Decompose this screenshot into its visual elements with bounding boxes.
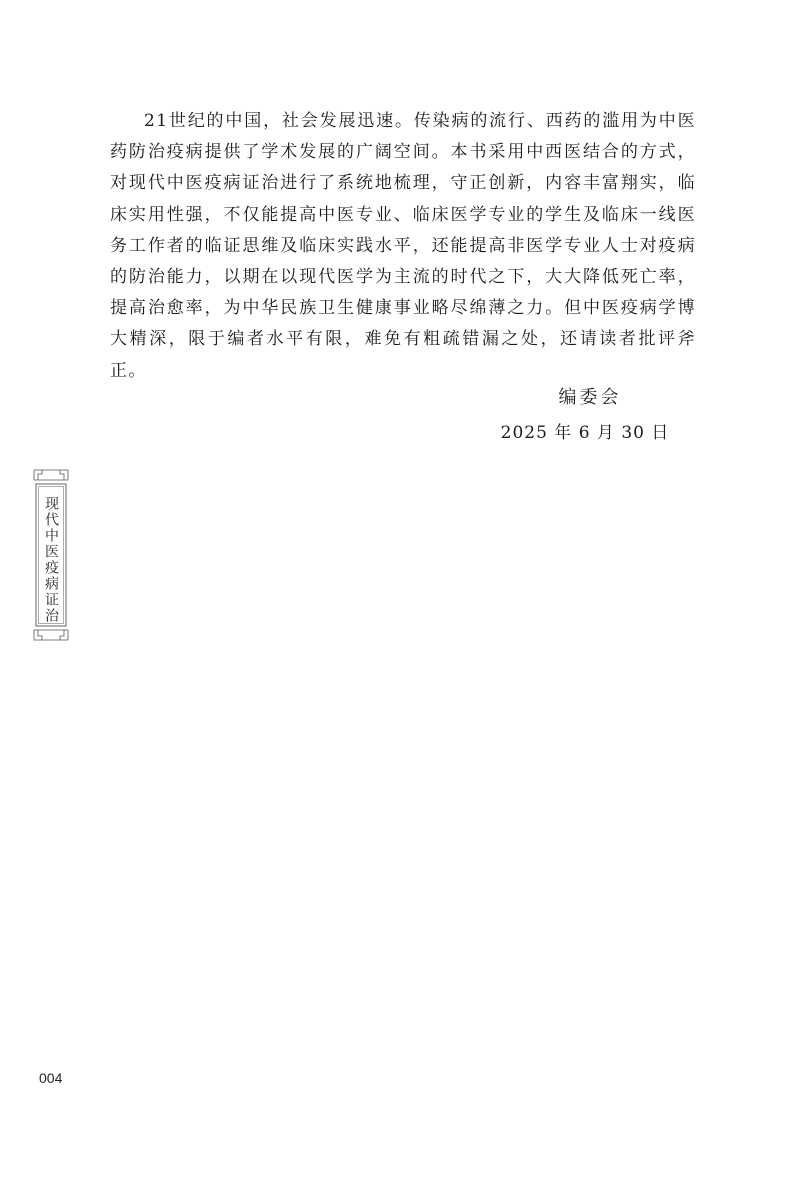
preface-body-paragraph: 21世纪的中国，社会发展迅速。传染病的流行、西药的滥用为中医药防治疫病提供了学术发展的广阔空间。本书采用中西医结合的方式，对现代中医疫病证治进行了系统地梳理，守正创新，内容丰富翔实，临床实用性强，不仅能提高中医专业、临床医学专业的学生及临床一线医务工作者的临证思维及临床实践水平，还能提高非医学专业人士对疫病的防治能力，以期在以现代医学为主流的时代之下，大大降低死亡率，提高治愈率，为中华民族卫生健康事业略尽绵薄之力。但中医疫病学博大精深，限于编者水平有限，难免有粗疏错漏之处，还请读者批评斧正。 <box>110 111 696 381</box>
signature-editorial-board: 编委会 <box>558 387 622 408</box>
side-book-title-tab <box>30 466 72 644</box>
signature-date: 2025 年 6 月 30 日 <box>500 423 670 443</box>
page-number: 004 <box>39 1070 63 1086</box>
side-tab-title: 现代中医疫病证治 <box>43 496 59 624</box>
